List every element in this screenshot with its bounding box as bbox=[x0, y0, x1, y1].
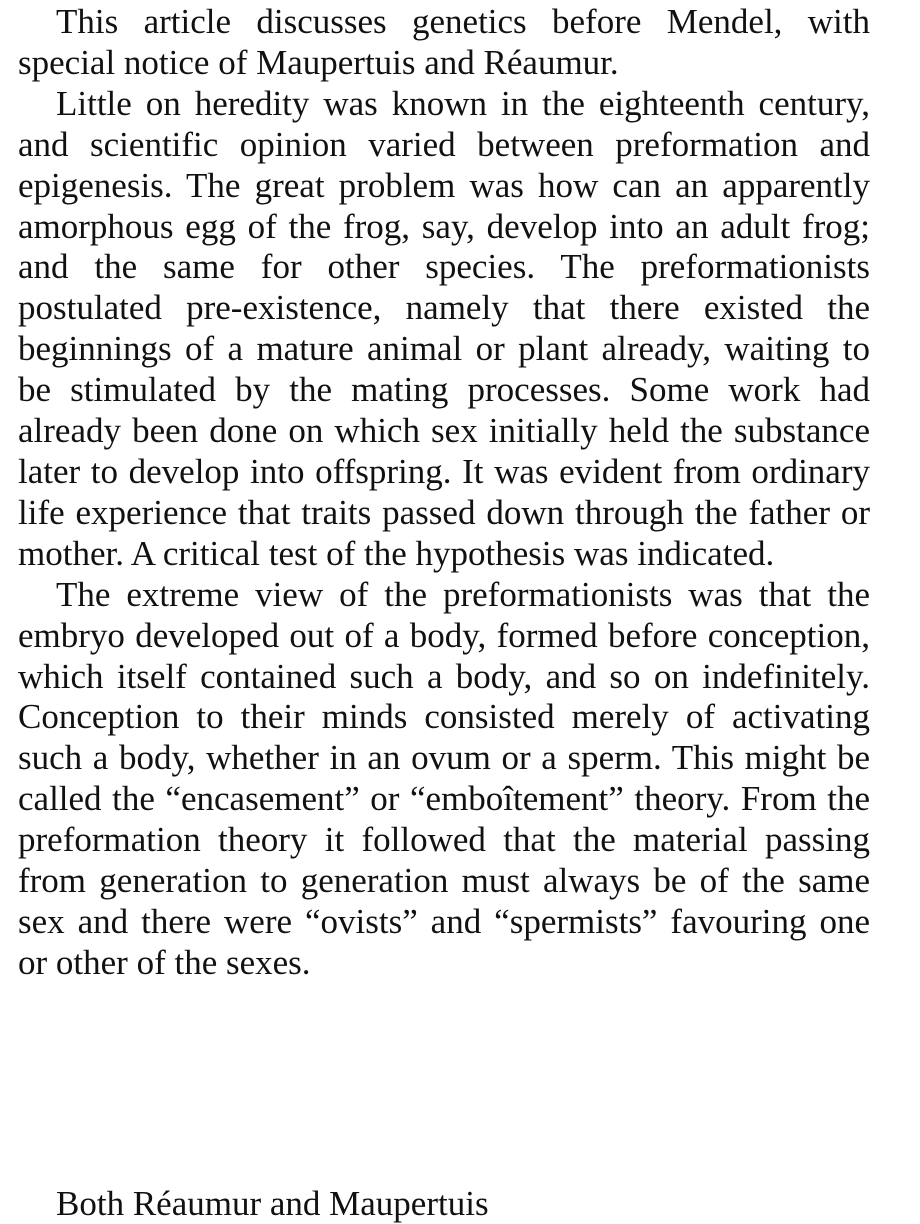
paragraph-intro: This article discusses genetics before Mendel, with special notice of Maupertuis and Réaumur. bbox=[18, 2, 870, 82]
article-body bbox=[18, 2, 870, 984]
paragraph-preformationists: The extreme view of the preformationists was that the embryo developed out of a body, formed before conception, which itself contained such a body, and so on indefinitely. Conception to their minds consisted merely of activating such a body, whether in an ovum or a sperm. This might be called the “encasement” or “emboîtement” theory. From the preformation theory it followed that the material passing from generation to generation must always be of the same sex and there were “ovists” and “spermists” favouring one or other of the sexes. bbox=[18, 574, 870, 982]
cut-off-next-paragraph: Both Réaumur and Maupertuis bbox=[56, 1184, 489, 1223]
paragraph-heredity: Little on heredity was known in the eighteenth century, and scientific opinion varied between preformation and epigenesis. The great problem was how can an apparently amorphous egg of the frog, say, develop into an adult frog; and the same for other species. The preformationists postulated pre-existence, namely that there existed the beginnings of a mature animal or plant already, waiting to be stimulated by the mating processes. Some work had already been done on which sex initially held the substance later to develop into offspring. It was evident from ordinary life experience that traits passed down through the father or mother. A critical test of the hypothesis was indicated. bbox=[18, 83, 870, 573]
